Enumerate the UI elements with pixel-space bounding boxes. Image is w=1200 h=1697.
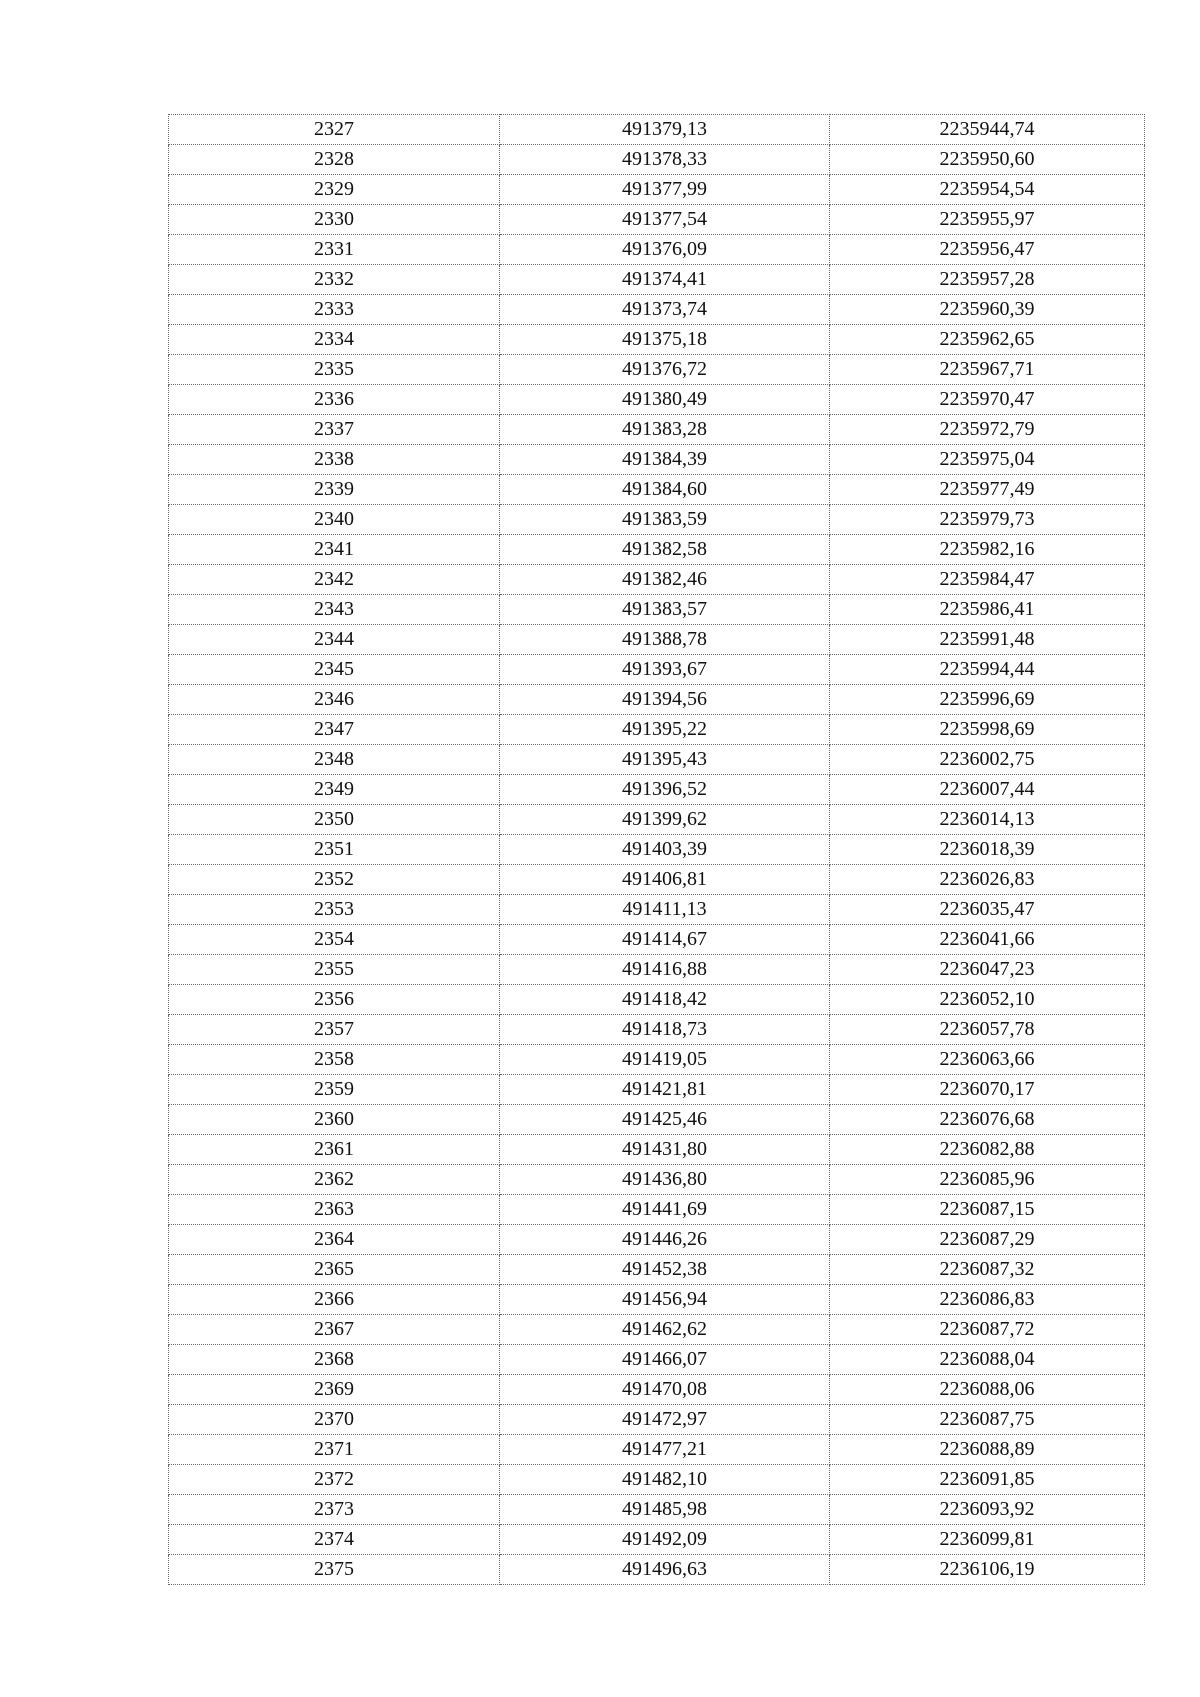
x-coordinate-cell: 491376,09 [500, 235, 830, 265]
y-coordinate-cell: 2236047,23 [830, 955, 1145, 985]
table-row [169, 1525, 1145, 1555]
y-coordinate-cell: 2235984,47 [830, 565, 1145, 595]
point-number-cell: 2330 [169, 205, 500, 235]
x-coordinate-cell: 491383,57 [500, 595, 830, 625]
table-row [169, 775, 1145, 805]
table-row [169, 1195, 1145, 1225]
table-row [169, 505, 1145, 535]
x-coordinate-cell: 491425,46 [500, 1105, 830, 1135]
table-row [169, 1285, 1145, 1315]
table-row [169, 355, 1145, 385]
point-number-cell: 2366 [169, 1285, 500, 1315]
table-row [169, 115, 1145, 145]
x-coordinate-cell: 491379,13 [500, 115, 830, 145]
x-coordinate-cell: 491470,08 [500, 1375, 830, 1405]
point-number-cell: 2367 [169, 1315, 500, 1345]
coordinates-table-body [169, 115, 1145, 1585]
x-coordinate-cell: 491403,39 [500, 835, 830, 865]
table-row [169, 715, 1145, 745]
point-number-cell: 2368 [169, 1345, 500, 1375]
table-row [169, 1045, 1145, 1075]
y-coordinate-cell: 2235975,04 [830, 445, 1145, 475]
y-coordinate-cell: 2235962,65 [830, 325, 1145, 355]
point-number-cell: 2336 [169, 385, 500, 415]
x-coordinate-cell: 491472,97 [500, 1405, 830, 1435]
coordinates-table [168, 114, 1145, 1585]
table-row [169, 1165, 1145, 1195]
y-coordinate-cell: 2236087,32 [830, 1255, 1145, 1285]
point-number-cell: 2341 [169, 535, 500, 565]
table-row [169, 565, 1145, 595]
y-coordinate-cell: 2236007,44 [830, 775, 1145, 805]
x-coordinate-cell: 491485,98 [500, 1495, 830, 1525]
y-coordinate-cell: 2236014,13 [830, 805, 1145, 835]
point-number-cell: 2355 [169, 955, 500, 985]
x-coordinate-cell: 491384,60 [500, 475, 830, 505]
x-coordinate-cell: 491418,42 [500, 985, 830, 1015]
x-coordinate-cell: 491378,33 [500, 145, 830, 175]
y-coordinate-cell: 2236088,89 [830, 1435, 1145, 1465]
point-number-cell: 2369 [169, 1375, 500, 1405]
y-coordinate-cell: 2235982,16 [830, 535, 1145, 565]
point-number-cell: 2345 [169, 655, 500, 685]
x-coordinate-cell: 491382,46 [500, 565, 830, 595]
table-row [169, 1105, 1145, 1135]
point-number-cell: 2331 [169, 235, 500, 265]
x-coordinate-cell: 491418,73 [500, 1015, 830, 1045]
point-number-cell: 2372 [169, 1465, 500, 1495]
table-row [169, 595, 1145, 625]
x-coordinate-cell: 491466,07 [500, 1345, 830, 1375]
x-coordinate-cell: 491395,22 [500, 715, 830, 745]
table-row [169, 1345, 1145, 1375]
x-coordinate-cell: 491376,72 [500, 355, 830, 385]
y-coordinate-cell: 2236099,81 [830, 1525, 1145, 1555]
table-row [169, 1375, 1145, 1405]
x-coordinate-cell: 491452,38 [500, 1255, 830, 1285]
x-coordinate-cell: 491492,09 [500, 1525, 830, 1555]
point-number-cell: 2375 [169, 1555, 500, 1585]
table-row [169, 655, 1145, 685]
x-coordinate-cell: 491411,13 [500, 895, 830, 925]
table-row [169, 1255, 1145, 1285]
y-coordinate-cell: 2236035,47 [830, 895, 1145, 925]
table-row [169, 625, 1145, 655]
y-coordinate-cell: 2235991,48 [830, 625, 1145, 655]
point-number-cell: 2340 [169, 505, 500, 535]
y-coordinate-cell: 2236087,15 [830, 1195, 1145, 1225]
y-coordinate-cell: 2235994,44 [830, 655, 1145, 685]
table-row [169, 985, 1145, 1015]
y-coordinate-cell: 2236018,39 [830, 835, 1145, 865]
table-row [169, 1405, 1145, 1435]
y-coordinate-cell: 2236082,88 [830, 1135, 1145, 1165]
table-row [169, 175, 1145, 205]
table-row [169, 475, 1145, 505]
x-coordinate-cell: 491477,21 [500, 1435, 830, 1465]
x-coordinate-cell: 491456,94 [500, 1285, 830, 1315]
table-row [169, 685, 1145, 715]
x-coordinate-cell: 491416,88 [500, 955, 830, 985]
y-coordinate-cell: 2236106,19 [830, 1555, 1145, 1585]
y-coordinate-cell: 2235960,39 [830, 295, 1145, 325]
point-number-cell: 2343 [169, 595, 500, 625]
point-number-cell: 2352 [169, 865, 500, 895]
table-row [169, 325, 1145, 355]
point-number-cell: 2334 [169, 325, 500, 355]
x-coordinate-cell: 491373,74 [500, 295, 830, 325]
x-coordinate-cell: 491374,41 [500, 265, 830, 295]
y-coordinate-cell: 2235950,60 [830, 145, 1145, 175]
y-coordinate-cell: 2236026,83 [830, 865, 1145, 895]
y-coordinate-cell: 2236093,92 [830, 1495, 1145, 1525]
table-row [169, 385, 1145, 415]
table-row [169, 805, 1145, 835]
x-coordinate-cell: 491394,56 [500, 685, 830, 715]
table-row [169, 865, 1145, 895]
y-coordinate-cell: 2235996,69 [830, 685, 1145, 715]
y-coordinate-cell: 2236085,96 [830, 1165, 1145, 1195]
point-number-cell: 2365 [169, 1255, 500, 1285]
y-coordinate-cell: 2236070,17 [830, 1075, 1145, 1105]
point-number-cell: 2344 [169, 625, 500, 655]
x-coordinate-cell: 491496,63 [500, 1555, 830, 1585]
point-number-cell: 2349 [169, 775, 500, 805]
x-coordinate-cell: 491393,67 [500, 655, 830, 685]
y-coordinate-cell: 2236087,72 [830, 1315, 1145, 1345]
y-coordinate-cell: 2236088,06 [830, 1375, 1145, 1405]
point-number-cell: 2348 [169, 745, 500, 775]
y-coordinate-cell: 2236063,66 [830, 1045, 1145, 1075]
y-coordinate-cell: 2235957,28 [830, 265, 1145, 295]
y-coordinate-cell: 2235998,69 [830, 715, 1145, 745]
point-number-cell: 2333 [169, 295, 500, 325]
y-coordinate-cell: 2235967,71 [830, 355, 1145, 385]
point-number-cell: 2327 [169, 115, 500, 145]
table-row [169, 1225, 1145, 1255]
y-coordinate-cell: 2235954,54 [830, 175, 1145, 205]
x-coordinate-cell: 491431,80 [500, 1135, 830, 1165]
table-row [169, 955, 1145, 985]
table-row [169, 415, 1145, 445]
point-number-cell: 2346 [169, 685, 500, 715]
x-coordinate-cell: 491441,69 [500, 1195, 830, 1225]
x-coordinate-cell: 491377,54 [500, 205, 830, 235]
table-row [169, 235, 1145, 265]
table-row [169, 745, 1145, 775]
x-coordinate-cell: 491384,39 [500, 445, 830, 475]
point-number-cell: 2342 [169, 565, 500, 595]
table-row [169, 835, 1145, 865]
point-number-cell: 2335 [169, 355, 500, 385]
y-coordinate-cell: 2236076,68 [830, 1105, 1145, 1135]
point-number-cell: 2357 [169, 1015, 500, 1045]
table-row [169, 925, 1145, 955]
point-number-cell: 2362 [169, 1165, 500, 1195]
point-number-cell: 2354 [169, 925, 500, 955]
point-number-cell: 2339 [169, 475, 500, 505]
y-coordinate-cell: 2235955,97 [830, 205, 1145, 235]
point-number-cell: 2373 [169, 1495, 500, 1525]
y-coordinate-cell: 2236057,78 [830, 1015, 1145, 1045]
table-row [169, 445, 1145, 475]
y-coordinate-cell: 2236052,10 [830, 985, 1145, 1015]
table-row [169, 1135, 1145, 1165]
point-number-cell: 2353 [169, 895, 500, 925]
x-coordinate-cell: 491383,59 [500, 505, 830, 535]
y-coordinate-cell: 2235979,73 [830, 505, 1145, 535]
table-row [169, 265, 1145, 295]
x-coordinate-cell: 491399,62 [500, 805, 830, 835]
x-coordinate-cell: 491383,28 [500, 415, 830, 445]
point-number-cell: 2351 [169, 835, 500, 865]
table-row [169, 895, 1145, 925]
x-coordinate-cell: 491380,49 [500, 385, 830, 415]
y-coordinate-cell: 2236086,83 [830, 1285, 1145, 1315]
x-coordinate-cell: 491419,05 [500, 1045, 830, 1075]
y-coordinate-cell: 2236087,75 [830, 1405, 1145, 1435]
y-coordinate-cell: 2235944,74 [830, 115, 1145, 145]
point-number-cell: 2360 [169, 1105, 500, 1135]
point-number-cell: 2356 [169, 985, 500, 1015]
y-coordinate-cell: 2235972,79 [830, 415, 1145, 445]
table-row [169, 145, 1145, 175]
x-coordinate-cell: 491446,26 [500, 1225, 830, 1255]
table-row [169, 1465, 1145, 1495]
x-coordinate-cell: 491375,18 [500, 325, 830, 355]
point-number-cell: 2347 [169, 715, 500, 745]
y-coordinate-cell: 2235986,41 [830, 595, 1145, 625]
x-coordinate-cell: 491388,78 [500, 625, 830, 655]
point-number-cell: 2337 [169, 415, 500, 445]
y-coordinate-cell: 2236002,75 [830, 745, 1145, 775]
table-row [169, 1015, 1145, 1045]
x-coordinate-cell: 491396,52 [500, 775, 830, 805]
point-number-cell: 2361 [169, 1135, 500, 1165]
x-coordinate-cell: 491406,81 [500, 865, 830, 895]
point-number-cell: 2363 [169, 1195, 500, 1225]
y-coordinate-cell: 2236041,66 [830, 925, 1145, 955]
table-row [169, 1315, 1145, 1345]
y-coordinate-cell: 2236088,04 [830, 1345, 1145, 1375]
x-coordinate-cell: 491382,58 [500, 535, 830, 565]
table-row [169, 295, 1145, 325]
point-number-cell: 2338 [169, 445, 500, 475]
x-coordinate-cell: 491482,10 [500, 1465, 830, 1495]
y-coordinate-cell: 2235977,49 [830, 475, 1145, 505]
y-coordinate-cell: 2236091,85 [830, 1465, 1145, 1495]
point-number-cell: 2329 [169, 175, 500, 205]
point-number-cell: 2332 [169, 265, 500, 295]
point-number-cell: 2359 [169, 1075, 500, 1105]
x-coordinate-cell: 491421,81 [500, 1075, 830, 1105]
table-row [169, 1495, 1145, 1525]
point-number-cell: 2370 [169, 1405, 500, 1435]
table-row [169, 1435, 1145, 1465]
table-row [169, 1075, 1145, 1105]
y-coordinate-cell: 2236087,29 [830, 1225, 1145, 1255]
x-coordinate-cell: 491414,67 [500, 925, 830, 955]
point-number-cell: 2328 [169, 145, 500, 175]
table-row [169, 205, 1145, 235]
table-row [169, 1555, 1145, 1585]
point-number-cell: 2371 [169, 1435, 500, 1465]
x-coordinate-cell: 491436,80 [500, 1165, 830, 1195]
x-coordinate-cell: 491395,43 [500, 745, 830, 775]
point-number-cell: 2364 [169, 1225, 500, 1255]
point-number-cell: 2350 [169, 805, 500, 835]
y-coordinate-cell: 2235970,47 [830, 385, 1145, 415]
x-coordinate-cell: 491462,62 [500, 1315, 830, 1345]
point-number-cell: 2374 [169, 1525, 500, 1555]
point-number-cell: 2358 [169, 1045, 500, 1075]
y-coordinate-cell: 2235956,47 [830, 235, 1145, 265]
x-coordinate-cell: 491377,99 [500, 175, 830, 205]
table-row [169, 535, 1145, 565]
